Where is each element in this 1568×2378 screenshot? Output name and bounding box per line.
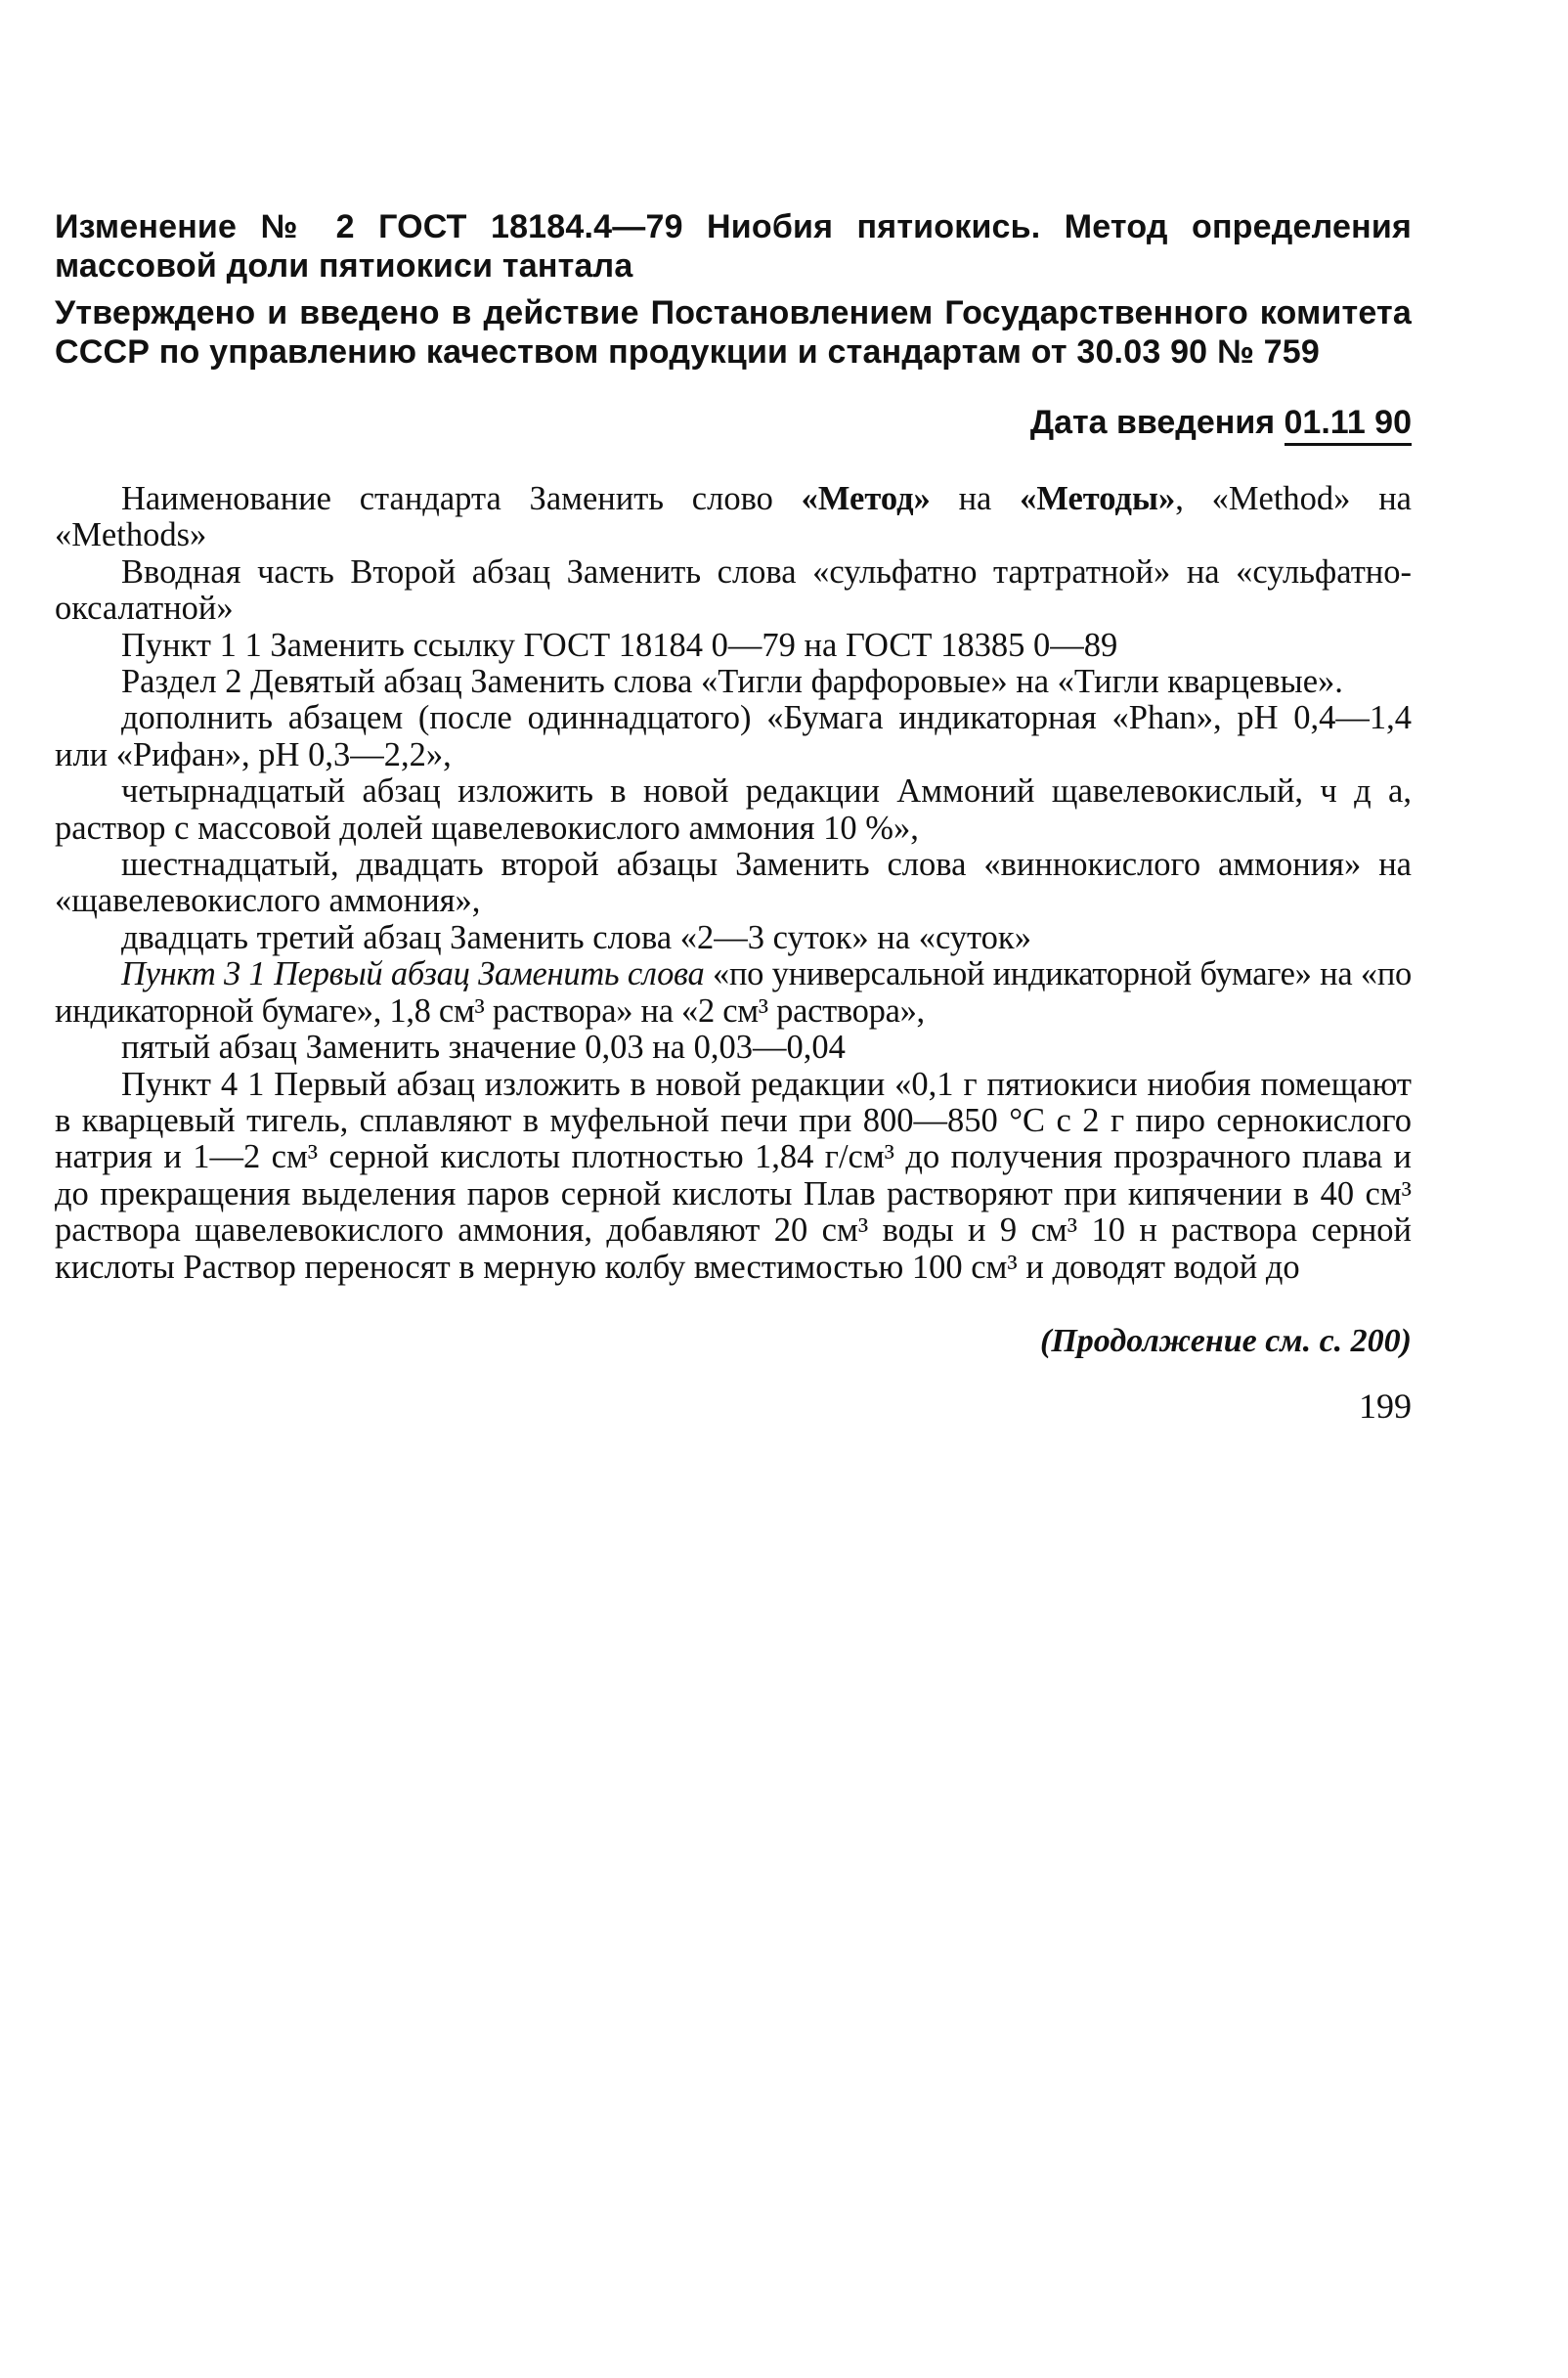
paragraph-clause-3-1 bbox=[55, 956, 1412, 1030]
paragraph-fourteenth: четырнадцатый абзац изложить в новой редакции Аммоний щавелевокислый, ч д а, раствор с массовой долей щавелевокислого аммония 10 %», bbox=[55, 772, 1412, 847]
amendment-body bbox=[55, 481, 1412, 1286]
paragraph-text: «по универсальной индикаторной бумаге» на «по индикаторной бумаге», 1,8 см³ раствора» на «2 см³ раствора», bbox=[55, 955, 1412, 1030]
paragraph-clause-1-1: Пункт 1 1 Заменить ссылку ГОСТ 18184 0—79 на ГОСТ 18385 0—89 bbox=[121, 626, 1118, 664]
page-number: 199 bbox=[1359, 1387, 1412, 1426]
paragraph-text: на bbox=[930, 480, 1021, 517]
paragraph-introduction: Вводная часть Второй абзац Заменить слова «сульфатно тартратной» на «сульфатно-оксалатной» bbox=[55, 552, 1412, 628]
paragraph-fifth: пятый абзац Заменить значение 0,03 на 0,03—0,04 bbox=[121, 1029, 846, 1067]
paragraph-text: Наименование стандарта Заменить слово bbox=[121, 480, 802, 517]
old-term: «Метод» bbox=[801, 480, 931, 517]
paragraph-sixteenth: шестнадцатый, двадцать второй абзацы Заменить слова «виннокислого аммония» на «щавелевокислого аммония», bbox=[55, 846, 1412, 920]
document-title: Изменение № 2 ГОСТ 18184.4—79 Ниобия пятиокись. Метод определения массовой доли пятиокиси тантала bbox=[55, 208, 1412, 285]
clause-reference: Пункт 3 1 Первый абзац Заменить слова bbox=[121, 955, 705, 993]
effective-date-line bbox=[1030, 403, 1412, 442]
paragraph-section-2: Раздел 2 Девятый абзац Заменить слова «Тигли фарфоровые» на «Тигли кварцевые». bbox=[121, 663, 1343, 701]
new-term: «Методы» bbox=[1020, 480, 1176, 517]
paragraph-standard-name bbox=[55, 481, 1412, 554]
effective-date-value: 01.11 90 bbox=[1285, 404, 1412, 446]
approval-statement: Утверждено и введено в действие Постановлением Государственного комитета СССР по управлению качеством продукции и стандартам от 30.03 90 № 759 bbox=[55, 294, 1412, 371]
paragraph-twenty-third: двадцать третий абзац Заменить слова «2—3 суток» на «суток» bbox=[121, 918, 1031, 956]
paragraph-text: , «Method» на «Methods» bbox=[55, 480, 1412, 554]
continuation-note: (Продолжение см. с. 200) bbox=[1040, 1323, 1412, 1359]
paragraph-clause-4-1: Пункт 4 1 Первый абзац изложить в новой редакции «0,1 г пятиокиси ниобия помещают в кварцевый тигель, сплавляют в муфельной печи при 800—850 °С с 2 г пиро сернокислого натрия и 1—2 см³ серной кислоты плотностью 1,84 г/см³ до получения прозрачного плава и до прекращения выделения паров серной кислоты Плав растворяют при кипячении в 40 см³ раствора щавелевокислого аммония, добавляют 20 см³ воды и 9 см³ 10 н раствора серной кислоты Раствор переносят в мерную колбу вместимостью 100 см³ и доводят водой до bbox=[55, 1065, 1412, 1286]
effective-date-label: Дата введения bbox=[1029, 404, 1276, 441]
paragraph-add-indicator-paper: дополнить абзацем (после одиннадцатого) «Бумага индикаторная «Phan», pH 0,4—1,4 или «Рифан», pH 0,3—2,2», bbox=[55, 699, 1412, 773]
